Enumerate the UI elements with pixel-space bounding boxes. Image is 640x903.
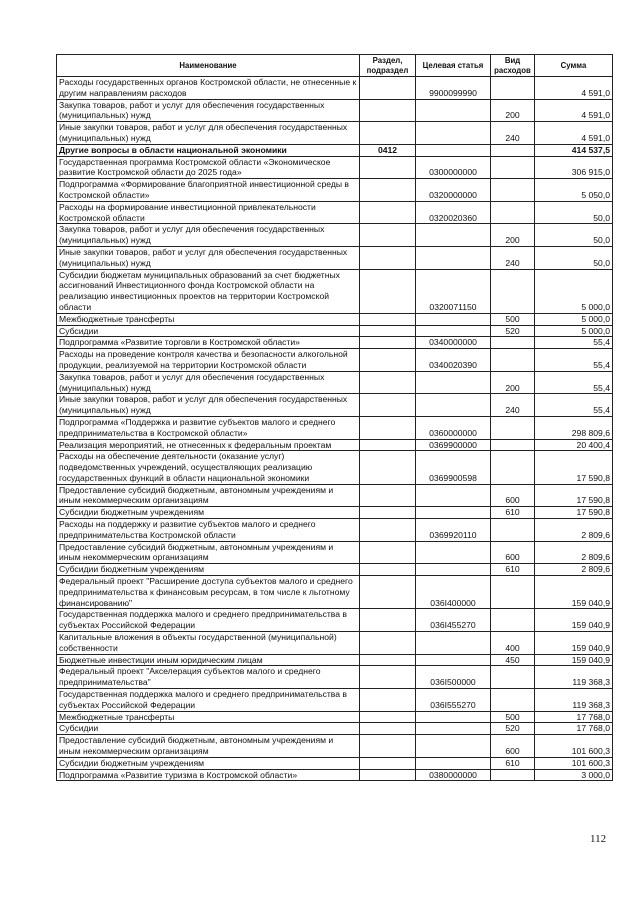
cell-target <box>416 564 491 576</box>
cell-name: Субсидии бюджетам муниципальных образований за счет бюджетных ассигнований Инвестиционного фонда Костромской области на реализацию инвестиционных проектов на территории Костромской области <box>57 269 360 313</box>
table-row <box>57 666 613 689</box>
cell-type: 500 <box>491 711 535 723</box>
cell-sum: 414 537,5 <box>535 144 613 156</box>
cell-name: Иные закупки товаров, работ и услуг для обеспечения государственных (муниципальных) нужд <box>57 394 360 417</box>
cell-name: Государственная поддержка малого и среднего предпринимательства в субъектах Российской Федерации <box>57 609 360 632</box>
table-row <box>57 769 613 781</box>
cell-sum: 55,4 <box>535 371 613 394</box>
table-row <box>57 269 613 313</box>
cell-type <box>491 451 535 484</box>
cell-type <box>491 416 535 439</box>
cell-type <box>491 156 535 179</box>
cell-target <box>416 632 491 655</box>
cell-section: 0412 <box>360 144 416 156</box>
cell-target <box>416 246 491 269</box>
cell-type: 200 <box>491 224 535 247</box>
cell-type: 600 <box>491 484 535 507</box>
cell-section <box>360 484 416 507</box>
cell-section <box>360 349 416 372</box>
cell-sum: 306 915,0 <box>535 156 613 179</box>
cell-target: 036I500000 <box>416 666 491 689</box>
table-row <box>57 122 613 145</box>
cell-section <box>360 201 416 224</box>
table-row <box>57 144 613 156</box>
cell-name: Государственная программа Костромской области «Экономическое развитие Костромской области до 2025 года» <box>57 156 360 179</box>
cell-type: 240 <box>491 122 535 145</box>
cell-section <box>360 246 416 269</box>
cell-type: 520 <box>491 723 535 735</box>
cell-type <box>491 349 535 372</box>
cell-target: 0300000000 <box>416 156 491 179</box>
cell-name: Закупка товаров, работ и услуг для обеспечения государственных (муниципальных) нужд <box>57 371 360 394</box>
cell-type: 450 <box>491 654 535 666</box>
cell-sum: 159 040,9 <box>535 654 613 666</box>
cell-target: 036I455270 <box>416 609 491 632</box>
cell-name: Другие вопросы в области национальной экономики <box>57 144 360 156</box>
cell-name: Федеральный проект "Акселерация субъектов малого и среднего предпринимательства" <box>57 666 360 689</box>
cell-name: Расходы на поддержку и развитие субъектов малого и среднего предпринимательства Костромской области <box>57 519 360 542</box>
cell-type: 610 <box>491 757 535 769</box>
cell-target: 0320020360 <box>416 201 491 224</box>
cell-sum: 101 600,3 <box>535 757 613 769</box>
cell-type: 600 <box>491 735 535 758</box>
cell-name: Субсидии бюджетным учреждениям <box>57 564 360 576</box>
cell-type <box>491 519 535 542</box>
cell-type <box>491 77 535 100</box>
cell-type <box>491 179 535 202</box>
cell-sum: 20 400,4 <box>535 439 613 451</box>
cell-target <box>416 723 491 735</box>
column-header-name: Наименование <box>57 55 360 77</box>
table-row <box>57 349 613 372</box>
table-row <box>57 313 613 325</box>
cell-type <box>491 439 535 451</box>
cell-type: 400 <box>491 632 535 655</box>
cell-target <box>416 371 491 394</box>
cell-section <box>360 269 416 313</box>
cell-sum: 119 368,3 <box>535 689 613 712</box>
cell-name: Бюджетные инвестиции иным юридическим лицам <box>57 654 360 666</box>
cell-name: Расходы на формирование инвестиционной привлекательности Костромской области <box>57 201 360 224</box>
cell-name: Иные закупки товаров, работ и услуг для обеспечения государственных (муниципальных) нужд <box>57 246 360 269</box>
cell-type <box>491 666 535 689</box>
table-row <box>57 77 613 100</box>
cell-sum: 17 590,8 <box>535 451 613 484</box>
cell-sum: 2 809,6 <box>535 541 613 564</box>
cell-target <box>416 224 491 247</box>
cell-section <box>360 451 416 484</box>
cell-type: 600 <box>491 541 535 564</box>
table-row <box>57 654 613 666</box>
table-row <box>57 632 613 655</box>
cell-name: Межбюджетные трансферты <box>57 313 360 325</box>
cell-type <box>491 609 535 632</box>
cell-section <box>360 439 416 451</box>
table-row <box>57 224 613 247</box>
table-row <box>57 201 613 224</box>
cell-target <box>416 144 491 156</box>
table-row <box>57 371 613 394</box>
cell-target: 9900099990 <box>416 77 491 100</box>
table-row <box>57 156 613 179</box>
cell-sum: 4 591,0 <box>535 122 613 145</box>
cell-name: Предоставление субсидий бюджетным, автономным учреждениям и иным некоммерческим организациям <box>57 484 360 507</box>
table-row <box>57 689 613 712</box>
cell-target: 0320000000 <box>416 179 491 202</box>
cell-target <box>416 711 491 723</box>
cell-sum: 159 040,9 <box>535 609 613 632</box>
cell-name: Подпрограмма «Формирование благоприятной инвестиционной среды в Костромской области» <box>57 179 360 202</box>
cell-name: Федеральный проект "Расширение доступа субъектов малого и среднего предпринимательства к финансовым ресурсам, в том числе к льготному финансированию" <box>57 576 360 609</box>
cell-target: 0340020390 <box>416 349 491 372</box>
cell-sum: 5 000,0 <box>535 325 613 337</box>
cell-section <box>360 313 416 325</box>
cell-type: 500 <box>491 313 535 325</box>
cell-sum: 55,4 <box>535 349 613 372</box>
cell-target <box>416 507 491 519</box>
cell-name: Подпрограмма «Поддержка и развитие субъектов малого и среднего предпринимательства в Костромской области» <box>57 416 360 439</box>
cell-section <box>360 394 416 417</box>
cell-name: Расходы на проведение контроля качества и безопасности алкогольной продукции, реализуемой на территории Костромской области <box>57 349 360 372</box>
cell-name: Субсидии бюджетным учреждениям <box>57 757 360 769</box>
cell-sum: 17 768,0 <box>535 723 613 735</box>
table-row <box>57 541 613 564</box>
cell-type <box>491 144 535 156</box>
cell-sum: 55,4 <box>535 394 613 417</box>
cell-sum: 2 809,6 <box>535 564 613 576</box>
cell-sum: 298 809,6 <box>535 416 613 439</box>
cell-name: Субсидии бюджетным учреждениям <box>57 507 360 519</box>
table-row <box>57 484 613 507</box>
cell-name: Субсидии <box>57 325 360 337</box>
cell-target: 036I400000 <box>416 576 491 609</box>
cell-section <box>360 723 416 735</box>
table-row <box>57 564 613 576</box>
cell-section <box>360 609 416 632</box>
cell-sum: 159 040,9 <box>535 576 613 609</box>
cell-sum: 50,0 <box>535 246 613 269</box>
table-row <box>57 519 613 542</box>
cell-target <box>416 122 491 145</box>
cell-type: 240 <box>491 246 535 269</box>
cell-name: Предоставление субсидий бюджетным, автономным учреждениям и иным некоммерческим организациям <box>57 541 360 564</box>
cell-section <box>360 224 416 247</box>
table-row <box>57 439 613 451</box>
cell-name: Закупка товаров, работ и услуг для обеспечения государственных (муниципальных) нужд <box>57 99 360 122</box>
table-row <box>57 394 613 417</box>
cell-sum: 101 600,3 <box>535 735 613 758</box>
table-row <box>57 416 613 439</box>
table-row <box>57 711 613 723</box>
cell-name: Подпрограмма «Развитие туризма в Костромской области» <box>57 769 360 781</box>
cell-type <box>491 576 535 609</box>
cell-type <box>491 769 535 781</box>
cell-target <box>416 313 491 325</box>
cell-sum: 17 768,0 <box>535 711 613 723</box>
cell-target <box>416 541 491 564</box>
cell-section <box>360 654 416 666</box>
cell-type: 520 <box>491 325 535 337</box>
cell-section <box>360 757 416 769</box>
cell-section <box>360 735 416 758</box>
cell-sum: 4 591,0 <box>535 99 613 122</box>
table-row <box>57 609 613 632</box>
table-row <box>57 576 613 609</box>
page-number: 112 <box>590 833 607 845</box>
cell-name: Реализация мероприятий, не отнесенных к федеральным проектам <box>57 439 360 451</box>
column-header-type: Вид расходов <box>491 55 535 77</box>
cell-section <box>360 337 416 349</box>
cell-type <box>491 269 535 313</box>
cell-section <box>360 711 416 723</box>
cell-section <box>360 77 416 100</box>
cell-section <box>360 122 416 145</box>
table-row <box>57 337 613 349</box>
cell-target <box>416 325 491 337</box>
cell-target: 0360000000 <box>416 416 491 439</box>
cell-section <box>360 519 416 542</box>
cell-name: Субсидии <box>57 723 360 735</box>
cell-sum: 119 368,3 <box>535 666 613 689</box>
cell-section <box>360 632 416 655</box>
cell-section <box>360 99 416 122</box>
cell-target: 0340000000 <box>416 337 491 349</box>
column-header-section: Раздел, подраздел <box>360 55 416 77</box>
table-row <box>57 507 613 519</box>
column-header-target: Целевая статья <box>416 55 491 77</box>
cell-name: Государственная поддержка малого и среднего предпринимательства в субъектах Российской Федерации <box>57 689 360 712</box>
cell-section <box>360 325 416 337</box>
table-row <box>57 757 613 769</box>
cell-target <box>416 394 491 417</box>
cell-sum: 5 050,0 <box>535 179 613 202</box>
cell-target: 0369900598 <box>416 451 491 484</box>
cell-target <box>416 654 491 666</box>
cell-type: 610 <box>491 564 535 576</box>
cell-section <box>360 179 416 202</box>
cell-sum: 5 000,0 <box>535 269 613 313</box>
cell-sum: 50,0 <box>535 201 613 224</box>
cell-name: Предоставление субсидий бюджетным, автономным учреждениям и иным некоммерческим организациям <box>57 735 360 758</box>
cell-type <box>491 201 535 224</box>
cell-type <box>491 689 535 712</box>
cell-target <box>416 757 491 769</box>
table-row <box>57 723 613 735</box>
cell-sum: 5 000,0 <box>535 313 613 325</box>
cell-section <box>360 564 416 576</box>
cell-section <box>360 371 416 394</box>
table-row <box>57 325 613 337</box>
cell-section <box>360 507 416 519</box>
cell-target: 0369920110 <box>416 519 491 542</box>
cell-section <box>360 666 416 689</box>
cell-sum: 17 590,8 <box>535 507 613 519</box>
cell-name: Иные закупки товаров, работ и услуг для обеспечения государственных (муниципальных) нужд <box>57 122 360 145</box>
cell-section <box>360 576 416 609</box>
budget-table <box>56 54 613 781</box>
table-header-row <box>57 55 613 77</box>
cell-section <box>360 769 416 781</box>
cell-target <box>416 99 491 122</box>
cell-sum: 4 591,0 <box>535 77 613 100</box>
cell-target <box>416 484 491 507</box>
cell-type: 200 <box>491 99 535 122</box>
cell-section <box>360 156 416 179</box>
cell-target: 0320071150 <box>416 269 491 313</box>
cell-sum: 3 000,0 <box>535 769 613 781</box>
cell-sum: 17 590,8 <box>535 484 613 507</box>
table-row <box>57 99 613 122</box>
table-row <box>57 451 613 484</box>
cell-type: 610 <box>491 507 535 519</box>
cell-section <box>360 689 416 712</box>
cell-name: Капитальные вложения в объекты государственной (муниципальной) собственности <box>57 632 360 655</box>
cell-type: 240 <box>491 394 535 417</box>
cell-name: Закупка товаров, работ и услуг для обеспечения государственных (муниципальных) нужд <box>57 224 360 247</box>
cell-target <box>416 735 491 758</box>
cell-name: Расходы государственных органов Костромской области, не отнесенные к другим направлениям расходов <box>57 77 360 100</box>
cell-name: Расходы на обеспечение деятельности (оказание услуг) подведомственных учреждений, осуществляющих реализацию государственных функций в области национальной экономики <box>57 451 360 484</box>
table-row <box>57 246 613 269</box>
column-header-sum: Сумма <box>535 55 613 77</box>
cell-sum: 55,4 <box>535 337 613 349</box>
cell-sum: 2 809,6 <box>535 519 613 542</box>
cell-sum: 50,0 <box>535 224 613 247</box>
table-row <box>57 179 613 202</box>
cell-section <box>360 416 416 439</box>
cell-sum: 159 040,9 <box>535 632 613 655</box>
cell-type <box>491 337 535 349</box>
cell-name: Подпрограмма «Развитие торговли в Костромской области» <box>57 337 360 349</box>
cell-name: Межбюджетные трансферты <box>57 711 360 723</box>
cell-type: 200 <box>491 371 535 394</box>
table-row <box>57 735 613 758</box>
cell-target: 0380000000 <box>416 769 491 781</box>
cell-section <box>360 541 416 564</box>
cell-target: 036I555270 <box>416 689 491 712</box>
cell-target: 0369900000 <box>416 439 491 451</box>
